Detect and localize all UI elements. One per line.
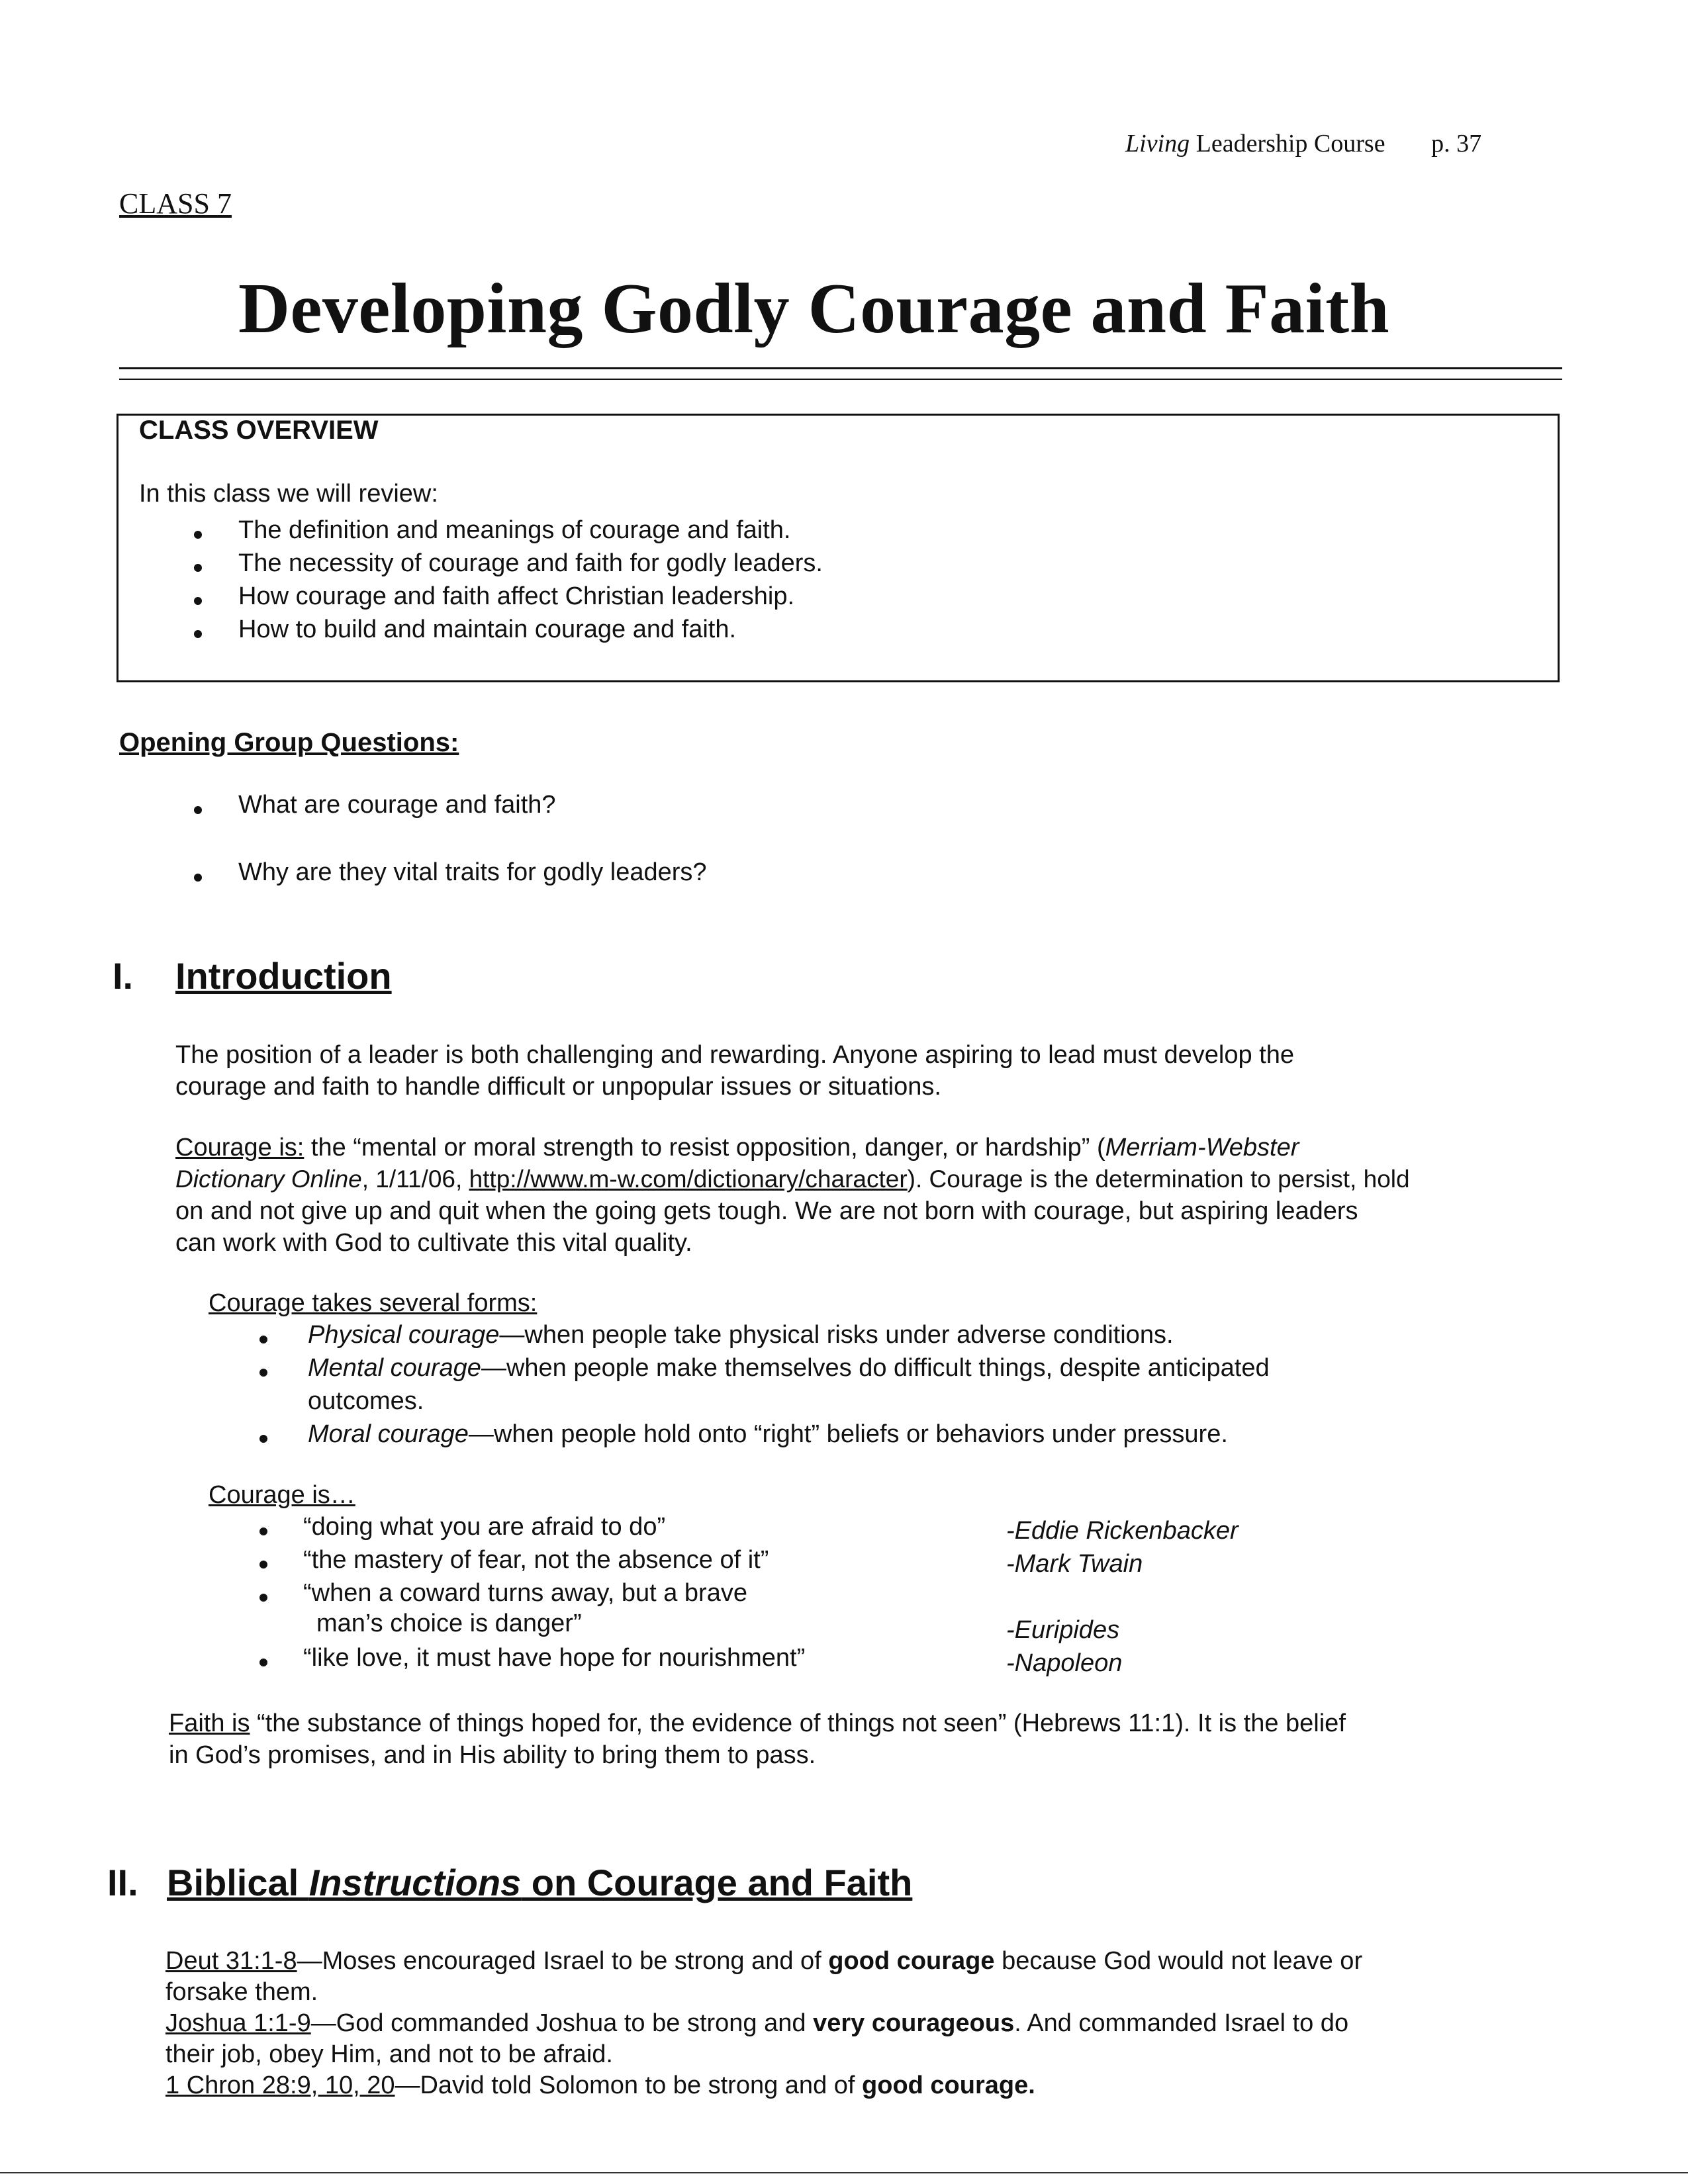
bottom-rule bbox=[0, 2172, 1688, 2173]
page-title: Developing Godly Courage and Faith bbox=[238, 269, 1390, 348]
scripture-text: —David told Solomon to be strong and of bbox=[395, 2071, 863, 2099]
opening-question: Why are they vital traits for godly leaders? bbox=[238, 858, 707, 886]
courage-definition bbox=[175, 1132, 1579, 1259]
overview-heading: CLASS OVERVIEW bbox=[139, 416, 379, 445]
overview-intro: In this class we will review: bbox=[139, 480, 438, 508]
courage-is-label: Courage is: bbox=[175, 1134, 305, 1161]
scripture-emphasis: good courage. bbox=[862, 2071, 1035, 2099]
courage-forms-heading: Courage takes several forms: bbox=[209, 1289, 538, 1317]
scripture-line: forsake them. bbox=[165, 1978, 318, 2006]
scripture-ref: 1 Chron 28:9, 10, 20 bbox=[165, 2071, 395, 2099]
running-head-italic: Living bbox=[1125, 130, 1190, 158]
section-2-title-text: Biblical bbox=[167, 1862, 309, 1903]
form-desc: —when people take physical risks under adverse conditions. bbox=[499, 1321, 1174, 1349]
opening-questions-heading: Opening Group Questions: bbox=[119, 728, 459, 757]
bullet-icon bbox=[194, 564, 202, 572]
quote-source: -Eddie Rickenbacker bbox=[1006, 1517, 1239, 1545]
quote-source: -Mark Twain bbox=[1006, 1550, 1143, 1578]
scripture-ref: Joshua 1:1-9 bbox=[165, 2009, 311, 2037]
bullet-icon bbox=[259, 1659, 267, 1666]
scripture-text: because God would not leave or bbox=[994, 1947, 1363, 1975]
bullet-icon bbox=[194, 531, 202, 539]
section-2-title-text: on Courage and Faith bbox=[521, 1862, 913, 1903]
section-1-number: I. bbox=[113, 955, 134, 997]
bullet-icon bbox=[194, 597, 202, 605]
bullet-icon bbox=[259, 1435, 267, 1443]
intro-line: The position of a leader is both challenging and rewarding. Anyone aspiring to lead must develop the bbox=[175, 1041, 1294, 1069]
quote-text: “doing what you are afraid to do” bbox=[303, 1513, 666, 1541]
merriam-webster-link[interactable]: http://www.m-w.com/dictionary/character bbox=[469, 1165, 908, 1193]
quote-source: -Euripides bbox=[1006, 1616, 1120, 1644]
form-desc: —when people hold onto “right” beliefs or behaviors under pressure. bbox=[468, 1420, 1228, 1448]
faith-text: “the substance of things hoped for, the evidence of things not seen” (Hebrews 11:1). It is the belief bbox=[250, 1709, 1346, 1737]
courage-source-2: Dictionary Online bbox=[175, 1165, 362, 1193]
courage-def-line: can work with God to cultivate this vital quality. bbox=[175, 1229, 692, 1257]
courage-date: , 1/11/06, bbox=[361, 1165, 469, 1193]
courage-def-line bbox=[175, 1132, 1579, 1163]
courage-def-text: ). Courage is the determination to persist, hold bbox=[907, 1165, 1410, 1193]
section-2-title-italic: Instructions bbox=[308, 1862, 522, 1903]
scripture-text: . And commanded Israel to do bbox=[1014, 2009, 1349, 2037]
quote-source: -Napoleon bbox=[1006, 1649, 1123, 1677]
bullet-icon bbox=[259, 1561, 267, 1569]
section-1-title: Introduction bbox=[175, 955, 392, 997]
opening-question: What are courage and faith? bbox=[238, 791, 556, 819]
overview-item: The definition and meanings of courage and faith. bbox=[238, 516, 791, 544]
courage-def-text: the “mental or moral strength to resist opposition, danger, or hardship” ( bbox=[304, 1134, 1105, 1161]
quote-text: “the mastery of fear, not the absence of it” bbox=[303, 1546, 769, 1574]
overview-item: The necessity of courage and faith for godly leaders. bbox=[238, 549, 823, 577]
scripture-emphasis: very courageous bbox=[813, 2009, 1015, 2037]
courage-form-item bbox=[308, 1354, 1270, 1383]
faith-is-label: Faith is bbox=[169, 1709, 250, 1737]
title-rule-top bbox=[119, 367, 1562, 369]
courage-def-line bbox=[175, 1163, 1579, 1195]
bullet-icon bbox=[259, 1594, 267, 1602]
faith-line bbox=[169, 1707, 1585, 1739]
section-2-number: II. bbox=[107, 1862, 138, 1903]
courage-form-continuation: outcomes. bbox=[308, 1387, 424, 1415]
courage-source: Merriam-Webster bbox=[1105, 1134, 1299, 1161]
quote-text: “when a coward turns away, but a brave bbox=[303, 1579, 747, 1607]
form-term: Moral courage bbox=[308, 1420, 469, 1448]
courage-form-item bbox=[308, 1420, 1228, 1449]
courage-def-line: on and not give up and quit when the going gets tough. We are not born with courage, but aspiring leaders bbox=[175, 1197, 1358, 1225]
bullet-icon bbox=[194, 874, 202, 882]
bullet-icon bbox=[259, 1369, 267, 1377]
page-number: p. 37 bbox=[1431, 130, 1482, 158]
bullet-icon bbox=[194, 806, 202, 814]
quote-text: “like love, it must have hope for nourishment” bbox=[303, 1644, 806, 1672]
faith-line: in God’s promises, and in His ability to bring them to pass. bbox=[169, 1741, 816, 1769]
courage-form-item bbox=[308, 1321, 1174, 1349]
intro-line: courage and faith to handle difficult or unpopular issues or situations. bbox=[175, 1073, 941, 1101]
scripture-line bbox=[165, 2070, 1589, 2101]
form-desc: —when people make themselves do difficult things, despite anticipated bbox=[481, 1354, 1270, 1382]
scripture-line: their job, obey Him, and not to be afraid. bbox=[165, 2040, 613, 2068]
form-term: Mental courage bbox=[308, 1354, 481, 1382]
quote-text-continuation: man’s choice is danger” bbox=[316, 1610, 582, 1637]
running-head-course: Leadership Course bbox=[1196, 130, 1385, 158]
scripture-text: —God commanded Joshua to be strong and bbox=[310, 2009, 814, 2037]
faith-definition bbox=[169, 1707, 1585, 1771]
bullet-icon bbox=[259, 1527, 267, 1535]
class-label: CLASS 7 bbox=[119, 187, 232, 220]
overview-item: How to build and maintain courage and faith. bbox=[238, 615, 737, 643]
running-head bbox=[1125, 129, 1481, 158]
overview-item: How courage and faith affect Christian leadership. bbox=[238, 582, 795, 610]
bullet-icon bbox=[259, 1336, 267, 1343]
form-term: Physical courage bbox=[308, 1321, 500, 1349]
scripture-line bbox=[165, 1946, 1589, 1977]
bullet-icon bbox=[194, 630, 202, 638]
scripture-line bbox=[165, 2008, 1589, 2039]
scripture-ref: Deut 31:1-8 bbox=[165, 1947, 297, 1975]
section-2-title bbox=[167, 1861, 912, 1904]
courage-quotes-heading: Courage is… bbox=[209, 1481, 355, 1509]
title-rule-bottom bbox=[119, 379, 1562, 380]
scripture-references bbox=[165, 1946, 1589, 2101]
scripture-text: —Moses encouraged Israel to be strong and of bbox=[297, 1947, 829, 1975]
intro-paragraph bbox=[175, 1039, 1566, 1103]
scripture-emphasis: good courage bbox=[828, 1947, 995, 1975]
